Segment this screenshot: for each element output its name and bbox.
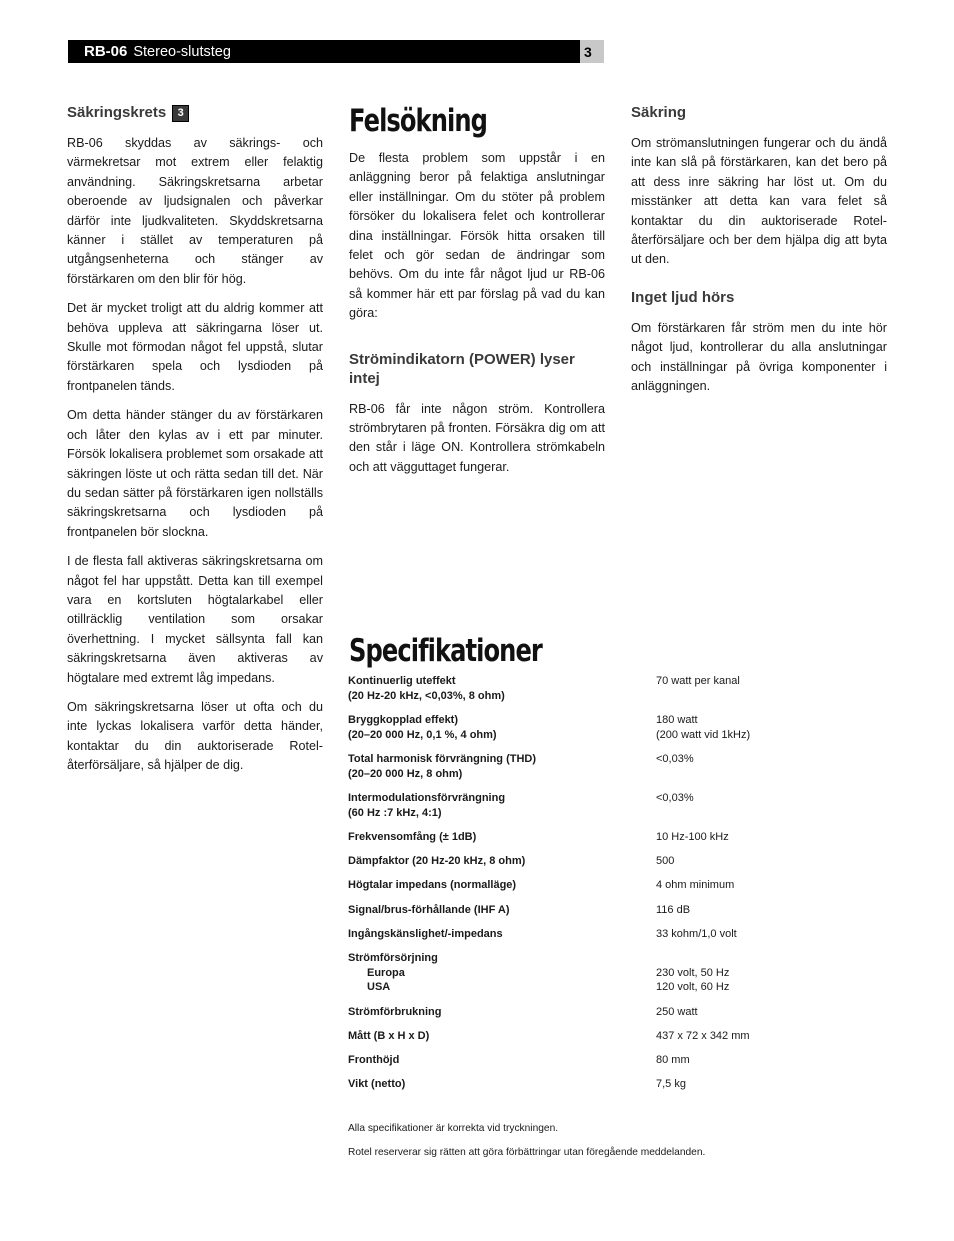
spec-value: 250 watt	[656, 1005, 698, 1018]
spec-value: 116 dB	[656, 903, 691, 916]
spec-row	[348, 927, 768, 942]
paragraph: I de flesta fall aktiveras säkringskretsarna om något fel har uppstått. Detta kan till exempel vara en kortsluten högtalarkabel eller otillräcklig ventilation som orsakar överhettning. I mycket sällsynta fall kan säkringskretsarna även aktiveras av högtalare med extremt låg impedans.	[67, 554, 323, 685]
spec-value: 500	[656, 855, 675, 868]
section-number-badge: 3	[172, 105, 189, 122]
spec-value: 437 x 72 x 342 mm	[656, 1029, 750, 1042]
no-sound-text: Om förstärkaren får ström men du inte hör något ljud, kontrollerar du alla anslutningar och inställningar på övriga komponenter i anläggningen.	[631, 320, 887, 394]
spec-label: Frekvensomfång (± 1dB)	[348, 830, 477, 843]
spec-label: Fronthöjd	[348, 1054, 400, 1067]
spec-value: 10 Hz-100 kHz	[656, 830, 729, 843]
spec-row-power-supply	[348, 951, 768, 995]
spec-row	[348, 1077, 768, 1092]
spec-row	[348, 1053, 768, 1068]
spec-value: 80 mm	[656, 1054, 690, 1067]
spec-value: 70 watt per kanal	[656, 675, 740, 687]
spec-row	[348, 1029, 768, 1044]
spec-label: Total harmonisk förvrängning (THD)	[348, 752, 537, 765]
spec-label: Strömförsörjning	[348, 951, 438, 964]
troubleshooting-title: Felsökning	[349, 103, 487, 139]
spec-label-usa: USA	[367, 981, 391, 994]
specifications-table	[348, 674, 768, 1101]
spec-value-usa: 120 volt, 60 Hz	[656, 981, 730, 994]
spec-label: Kontinuerlig uteffekt	[348, 675, 456, 687]
spec-row	[348, 674, 768, 704]
page-number: 3	[580, 40, 604, 63]
fuse-text: Om strömanslutningen fungerar och du ändå inte kan slå på förstärkaren, kan det bero på att dess inre säkring har löst ut. Om du misstänker att detta kan vara felet så kontaktar du din auktoriserade Rotel-återförsäljare och ber dem hjälpa dig att byta ut den.	[631, 136, 887, 267]
spec-note: Rotel reserverar sig rätten att göra förbättringar utan föregående meddelanden.	[348, 1147, 706, 1158]
spec-label-detail: (60 Hz :7 kHz, 4:1)	[348, 806, 442, 819]
model-name: RB-06	[84, 43, 128, 60]
spec-value: 180 watt	[656, 713, 698, 726]
spec-value: 4 ohm minimum	[656, 879, 735, 892]
spec-row	[348, 713, 768, 743]
paragraph: Det är mycket troligt att du aldrig kommer att behöva uppleva att säkringarna löser ut. Skulle mot förmodan något fel uppstå, slutar förstärkaren spela och lysdioden på frontpanelen tänds.	[67, 301, 323, 393]
spec-label: Högtalar impedans (normalläge)	[348, 879, 517, 892]
spec-value: <0,03%	[656, 791, 694, 804]
spec-label: Ingångskänslighet/-impedans	[348, 927, 503, 940]
spec-row	[348, 791, 768, 821]
troubleshooting-intro: De flesta problem som uppstår i en anläggning beror på felaktiga anslutningar eller inställningar. Om du stöter på problem försöker du lokalisera felet och kontrollerar dina inställningar. Försök hitta orsaken till felet och gör sedan de ändringar som behövs. Om du inte får något ljud ur RB-06 så kommer här ett par förslag på vad du kan göra:	[349, 151, 605, 321]
spec-label: Dämpfaktor (20 Hz-20 kHz, 8 ohm)	[348, 855, 526, 868]
spec-value: 7,5 kg	[656, 1078, 686, 1091]
spec-label-detail: (20 Hz-20 kHz, <0,03%, 8 ohm)	[348, 689, 505, 702]
page-header	[68, 40, 580, 63]
spec-row	[348, 878, 768, 893]
spec-row	[348, 903, 768, 918]
middle-column	[349, 103, 605, 487]
spec-note: Alla specifikationer är korrekta vid tryckningen.	[348, 1123, 559, 1134]
spec-label: Mått (B x H x D)	[348, 1029, 430, 1042]
spec-label: Bryggkopplad effekt)	[348, 713, 459, 726]
spec-label: Intermodulationsförvrängning	[348, 791, 506, 804]
paragraph: Om säkringskretsarna löser ut ofta och du inte lyckas lokalisera varför detta händer, kontaktar du din auktoriserade Rotel-återförsäljare, så hjälper de dig.	[67, 699, 323, 773]
header-subtitle: Stereo-slutsteg	[133, 43, 231, 60]
no-sound-heading: Inget ljud hörs	[631, 288, 735, 306]
spec-label-europe: Europa	[367, 966, 405, 979]
spec-value: <0,03%	[656, 752, 694, 765]
paragraph: RB-06 skyddas av säkrings- och värmekretsar mot extrem eller felaktig användning. Säkringskretsarna arbetar oberoende av ljudsignalen och påverkar därför inte ljudkvaliteten. Skyddskretsarna känner i stället av temperaturen på utgångsenheterna och stänger av förstärkaren om den blir för hög.	[67, 136, 323, 286]
spec-notes	[348, 1122, 705, 1170]
spec-label: Signal/brus-förhållande (IHF A)	[348, 903, 510, 916]
fuse-heading: Säkring	[631, 104, 687, 121]
spec-value-europe: 230 volt, 50 Hz	[656, 966, 730, 979]
spec-label-detail: (20–20 000 Hz, 0,1 %, 4 ohm)	[348, 728, 497, 741]
left-column	[67, 103, 323, 786]
spec-row	[348, 854, 768, 869]
power-indicator-text: RB-06 får inte någon ström. Kontrollera strömbrytaren på fronten. Försäkra dig om att den står i läge ON. Kontrollera strömkabeln och att vägguttaget fungerar.	[349, 401, 605, 474]
section-heading-fuse-circuit	[67, 103, 323, 122]
spec-row	[348, 830, 768, 845]
spec-label: Strömförbrukning	[348, 1005, 442, 1018]
right-column	[631, 103, 887, 406]
spec-row	[348, 752, 768, 782]
spec-row	[348, 1005, 768, 1020]
spec-value-detail: (200 watt vid 1kHz)	[656, 728, 751, 741]
paragraph: Om detta händer stänger du av förstärkaren och låter den kylas av i ett par minuter. Försök lokalisera problemet som orsakade att säkringen löste ut och rätta sedan till det. När du sedan sätter på förstärkaren igen nollställs säkringskretsarna och lysdioden på frontpanelen bör slockna.	[67, 408, 323, 539]
power-indicator-heading: Strömindikatorn (POWER) lyser intej	[349, 350, 575, 387]
section-heading-text: Säkringskrets	[67, 104, 167, 121]
specifications-title: Specifikationer	[349, 633, 542, 669]
spec-label: Vikt (netto)	[348, 1078, 406, 1091]
spec-value: 33 kohm/1,0 volt	[656, 927, 737, 940]
spec-label-detail: (20–20 000 Hz, 8 ohm)	[348, 767, 463, 780]
